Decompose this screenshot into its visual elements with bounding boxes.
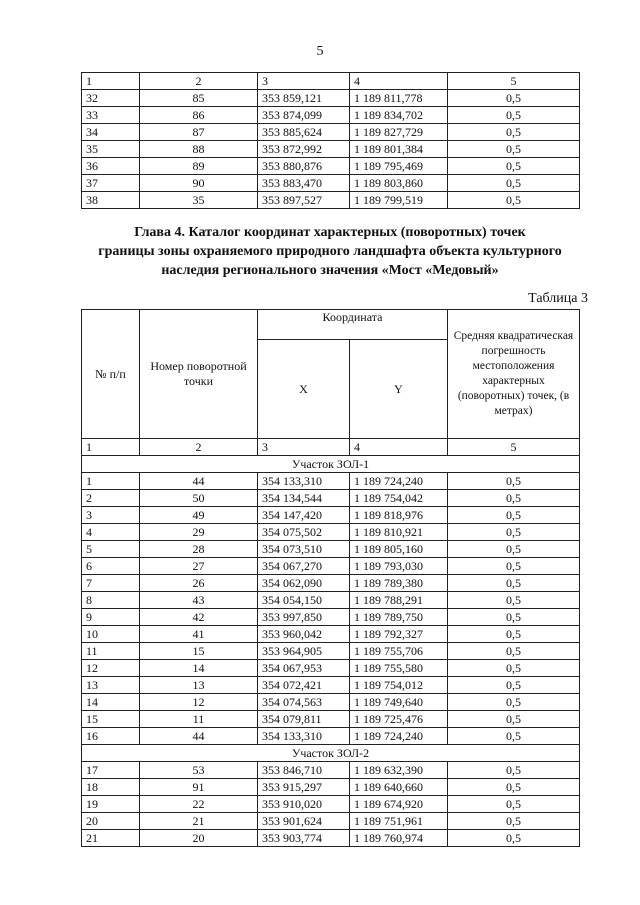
table-cell: 0,5 bbox=[448, 158, 580, 175]
table-cell: 44 bbox=[140, 728, 258, 745]
table-cell: 0,5 bbox=[448, 575, 580, 592]
header-error: Средняя квадратическая погрешность местоположения характерных (поворотных) точек, (в метрах) bbox=[448, 310, 580, 439]
table-cell: 17 bbox=[82, 762, 140, 779]
table-cell: 37 bbox=[82, 175, 140, 192]
main-coordinate-table bbox=[81, 309, 580, 847]
table-cell: 1 189 799,519 bbox=[350, 192, 448, 209]
table-cell: 353 910,020 bbox=[258, 796, 350, 813]
chapter-heading bbox=[60, 223, 600, 280]
table-cell: 0,5 bbox=[448, 626, 580, 643]
table-cell: 1 189 754,012 bbox=[350, 677, 448, 694]
table-cell: 6 bbox=[82, 558, 140, 575]
table-cell: 28 bbox=[140, 541, 258, 558]
table-cell: 0,5 bbox=[448, 711, 580, 728]
table-cell: 0,5 bbox=[448, 558, 580, 575]
table-cell: 1 bbox=[82, 73, 140, 90]
table-cell: 5 bbox=[82, 541, 140, 558]
table-cell: 0,5 bbox=[448, 830, 580, 847]
table-cell: 1 189 801,384 bbox=[350, 141, 448, 158]
table-cell: 32 bbox=[82, 90, 140, 107]
table-cell: 33 bbox=[82, 107, 140, 124]
table-cell: 1 189 749,640 bbox=[350, 694, 448, 711]
table-cell: 5 bbox=[448, 439, 580, 456]
table-cell: 15 bbox=[140, 643, 258, 660]
header-x: X bbox=[258, 340, 350, 439]
table-cell: 14 bbox=[140, 660, 258, 677]
table-cell: 9 bbox=[82, 609, 140, 626]
table-cell: 1 189 789,380 bbox=[350, 575, 448, 592]
table-cell: 85 bbox=[140, 90, 258, 107]
table-cell: 2 bbox=[140, 73, 258, 90]
table-cell: 22 bbox=[140, 796, 258, 813]
table-cell: 1 189 803,860 bbox=[350, 175, 448, 192]
table-cell: 0,5 bbox=[448, 490, 580, 507]
table-cell: 20 bbox=[140, 830, 258, 847]
section-title: Участок ЗОЛ-2 bbox=[82, 745, 580, 762]
table-cell: 20 bbox=[82, 813, 140, 830]
table-cell: 16 bbox=[82, 728, 140, 745]
table-cell: 3 bbox=[82, 507, 140, 524]
table-cell: 0,5 bbox=[448, 694, 580, 711]
table-cell: 1 189 632,390 bbox=[350, 762, 448, 779]
table-cell: 1 189 793,030 bbox=[350, 558, 448, 575]
chapter-heading-line-1: Глава 4. Каталог координат характерных (поворотных) точек bbox=[134, 225, 526, 240]
table-cell: 353 897,527 bbox=[258, 192, 350, 209]
table-cell: 0,5 bbox=[448, 541, 580, 558]
table-row bbox=[82, 524, 580, 541]
table-cell: 88 bbox=[140, 141, 258, 158]
table-cell: 353 885,624 bbox=[258, 124, 350, 141]
table-cell: 4 bbox=[350, 73, 448, 90]
table-cell: 10 bbox=[82, 626, 140, 643]
table-cell: 353 872,992 bbox=[258, 141, 350, 158]
table-cell: 354 072,421 bbox=[258, 677, 350, 694]
table-cell: 0,5 bbox=[448, 779, 580, 796]
table-row bbox=[82, 643, 580, 660]
table-cell: 354 079,811 bbox=[258, 711, 350, 728]
table-cell: 2 bbox=[140, 439, 258, 456]
header-point: Номер поворотной точки bbox=[140, 310, 258, 439]
table-row bbox=[82, 796, 580, 813]
table-cell: 1 189 751,961 bbox=[350, 813, 448, 830]
table-row bbox=[82, 90, 580, 107]
table-cell: 354 054,150 bbox=[258, 592, 350, 609]
table-cell: 1 189 674,920 bbox=[350, 796, 448, 813]
table-cell: 14 bbox=[82, 694, 140, 711]
table-row bbox=[82, 609, 580, 626]
table-cell: 26 bbox=[140, 575, 258, 592]
table-cell: 1 189 789,750 bbox=[350, 609, 448, 626]
table-cell: 0,5 bbox=[448, 796, 580, 813]
table-cell: 353 960,042 bbox=[258, 626, 350, 643]
table-cell: 353 915,297 bbox=[258, 779, 350, 796]
table-row bbox=[82, 175, 580, 192]
table-cell: 1 189 755,580 bbox=[350, 660, 448, 677]
table-row bbox=[82, 141, 580, 158]
table-cell: 0,5 bbox=[448, 141, 580, 158]
table-cell: 4 bbox=[350, 439, 448, 456]
table-cell: 21 bbox=[140, 813, 258, 830]
section-row bbox=[82, 745, 580, 762]
table-cell: 354 073,510 bbox=[258, 541, 350, 558]
table-cell: 12 bbox=[140, 694, 258, 711]
table-cell: 353 846,710 bbox=[258, 762, 350, 779]
table-row bbox=[82, 626, 580, 643]
table-cell: 353 901,624 bbox=[258, 813, 350, 830]
table-cell: 1 189 811,778 bbox=[350, 90, 448, 107]
table-cell: 0,5 bbox=[448, 643, 580, 660]
chapter-heading-line-2: границы зоны охраняемого природного ландшафта объекта культурного bbox=[98, 244, 562, 259]
table-row bbox=[82, 558, 580, 575]
column-number-row bbox=[82, 73, 580, 90]
header-y: Y bbox=[350, 340, 448, 439]
table-cell: 353 997,850 bbox=[258, 609, 350, 626]
table-cell: 1 189 724,240 bbox=[350, 728, 448, 745]
table-cell: 0,5 bbox=[448, 175, 580, 192]
table-cell: 1 189 724,240 bbox=[350, 473, 448, 490]
table-cell: 12 bbox=[82, 660, 140, 677]
table-cell: 34 bbox=[82, 124, 140, 141]
table-cell: 1 189 760,974 bbox=[350, 830, 448, 847]
table-row bbox=[82, 677, 580, 694]
section-row bbox=[82, 456, 580, 473]
section-title: Участок ЗОЛ-1 bbox=[82, 456, 580, 473]
table-row bbox=[82, 507, 580, 524]
table-cell: 1 bbox=[82, 439, 140, 456]
table-cell: 38 bbox=[82, 192, 140, 209]
table-row bbox=[82, 107, 580, 124]
table-cell: 1 189 725,476 bbox=[350, 711, 448, 728]
table-row bbox=[82, 124, 580, 141]
table-cell: 1 189 805,160 bbox=[350, 541, 448, 558]
table-cell: 19 bbox=[82, 796, 140, 813]
table-cell: 0,5 bbox=[448, 473, 580, 490]
table-cell: 353 874,099 bbox=[258, 107, 350, 124]
table-cell: 87 bbox=[140, 124, 258, 141]
column-number-row bbox=[82, 439, 580, 456]
table-row bbox=[82, 830, 580, 847]
header-coordinate: Координата bbox=[258, 310, 448, 340]
table-cell: 91 bbox=[140, 779, 258, 796]
table-cell: 354 133,310 bbox=[258, 728, 350, 745]
table-cell: 354 067,270 bbox=[258, 558, 350, 575]
table-row bbox=[82, 575, 580, 592]
table-row bbox=[82, 473, 580, 490]
table-cell: 27 bbox=[140, 558, 258, 575]
table-cell: 3 bbox=[258, 73, 350, 90]
table-cell: 7 bbox=[82, 575, 140, 592]
table-cell: 1 189 788,291 bbox=[350, 592, 448, 609]
table-cell: 1 189 818,976 bbox=[350, 507, 448, 524]
table-cell: 29 bbox=[140, 524, 258, 541]
table-cell: 13 bbox=[140, 677, 258, 694]
table-cell: 11 bbox=[140, 711, 258, 728]
table-cell: 1 189 754,042 bbox=[350, 490, 448, 507]
table-caption: Таблица 3 bbox=[528, 291, 588, 306]
table-cell: 2 bbox=[82, 490, 140, 507]
table-cell: 44 bbox=[140, 473, 258, 490]
table-cell: 0,5 bbox=[448, 728, 580, 745]
table-cell: 0,5 bbox=[448, 507, 580, 524]
table-cell: 0,5 bbox=[448, 813, 580, 830]
table-cell: 0,5 bbox=[448, 524, 580, 541]
table-cell: 353 880,876 bbox=[258, 158, 350, 175]
table-cell: 0,5 bbox=[448, 677, 580, 694]
table-row bbox=[82, 192, 580, 209]
table-cell: 4 bbox=[82, 524, 140, 541]
chapter-heading-line-3: наследия регионального значения «Мост «Медовый» bbox=[161, 263, 499, 278]
table-cell: 53 bbox=[140, 762, 258, 779]
table-row bbox=[82, 694, 580, 711]
table-cell: 0,5 bbox=[448, 592, 580, 609]
table-cell: 18 bbox=[82, 779, 140, 796]
table-cell: 0,5 bbox=[448, 762, 580, 779]
table-cell: 1 bbox=[82, 473, 140, 490]
table-cell: 0,5 bbox=[448, 107, 580, 124]
table-cell: 354 062,090 bbox=[258, 575, 350, 592]
table-cell: 35 bbox=[140, 192, 258, 209]
table-cell: 1 189 792,327 bbox=[350, 626, 448, 643]
table-cell: 0,5 bbox=[448, 90, 580, 107]
table-row bbox=[82, 711, 580, 728]
table-cell: 43 bbox=[140, 592, 258, 609]
table-cell: 49 bbox=[140, 507, 258, 524]
table-row bbox=[82, 779, 580, 796]
main-table-header bbox=[82, 310, 580, 439]
header-num: № п/п bbox=[82, 310, 140, 439]
table-cell: 354 134,544 bbox=[258, 490, 350, 507]
table-row bbox=[82, 592, 580, 609]
table-cell: 13 bbox=[82, 677, 140, 694]
table-cell: 8 bbox=[82, 592, 140, 609]
table-cell: 21 bbox=[82, 830, 140, 847]
table-cell: 50 bbox=[140, 490, 258, 507]
table-cell: 354 074,563 bbox=[258, 694, 350, 711]
table-cell: 354 067,953 bbox=[258, 660, 350, 677]
table-cell: 354 147,420 bbox=[258, 507, 350, 524]
table-row bbox=[82, 762, 580, 779]
table-cell: 42 bbox=[140, 609, 258, 626]
top-table-body bbox=[82, 73, 580, 209]
top-coordinate-table bbox=[81, 72, 580, 209]
table-cell: 1 189 640,660 bbox=[350, 779, 448, 796]
table-cell: 1 189 795,469 bbox=[350, 158, 448, 175]
table-cell: 11 bbox=[82, 643, 140, 660]
table-cell: 89 bbox=[140, 158, 258, 175]
table-cell: 35 bbox=[82, 141, 140, 158]
table-row bbox=[82, 728, 580, 745]
table-cell: 0,5 bbox=[448, 609, 580, 626]
table-cell: 353 883,470 bbox=[258, 175, 350, 192]
table-cell: 1 189 827,729 bbox=[350, 124, 448, 141]
page-number: 5 bbox=[316, 44, 324, 59]
table-row bbox=[82, 158, 580, 175]
table-row bbox=[82, 490, 580, 507]
table-cell: 354 075,502 bbox=[258, 524, 350, 541]
table-cell: 15 bbox=[82, 711, 140, 728]
table-cell: 1 189 755,706 bbox=[350, 643, 448, 660]
table-cell: 41 bbox=[140, 626, 258, 643]
table-row bbox=[82, 541, 580, 558]
table-cell: 3 bbox=[258, 439, 350, 456]
table-cell: 0,5 bbox=[448, 124, 580, 141]
main-table-body bbox=[82, 439, 580, 847]
table-row bbox=[82, 660, 580, 677]
table-cell: 1 189 834,702 bbox=[350, 107, 448, 124]
table-cell: 0,5 bbox=[448, 660, 580, 677]
table-cell: 5 bbox=[448, 73, 580, 90]
table-cell: 90 bbox=[140, 175, 258, 192]
table-cell: 86 bbox=[140, 107, 258, 124]
table-cell: 0,5 bbox=[448, 192, 580, 209]
table-cell: 36 bbox=[82, 158, 140, 175]
table-cell: 353 964,905 bbox=[258, 643, 350, 660]
table-row bbox=[82, 813, 580, 830]
table-cell: 1 189 810,921 bbox=[350, 524, 448, 541]
table-cell: 353 859,121 bbox=[258, 90, 350, 107]
table-cell: 353 903,774 bbox=[258, 830, 350, 847]
table-cell: 354 133,310 bbox=[258, 473, 350, 490]
